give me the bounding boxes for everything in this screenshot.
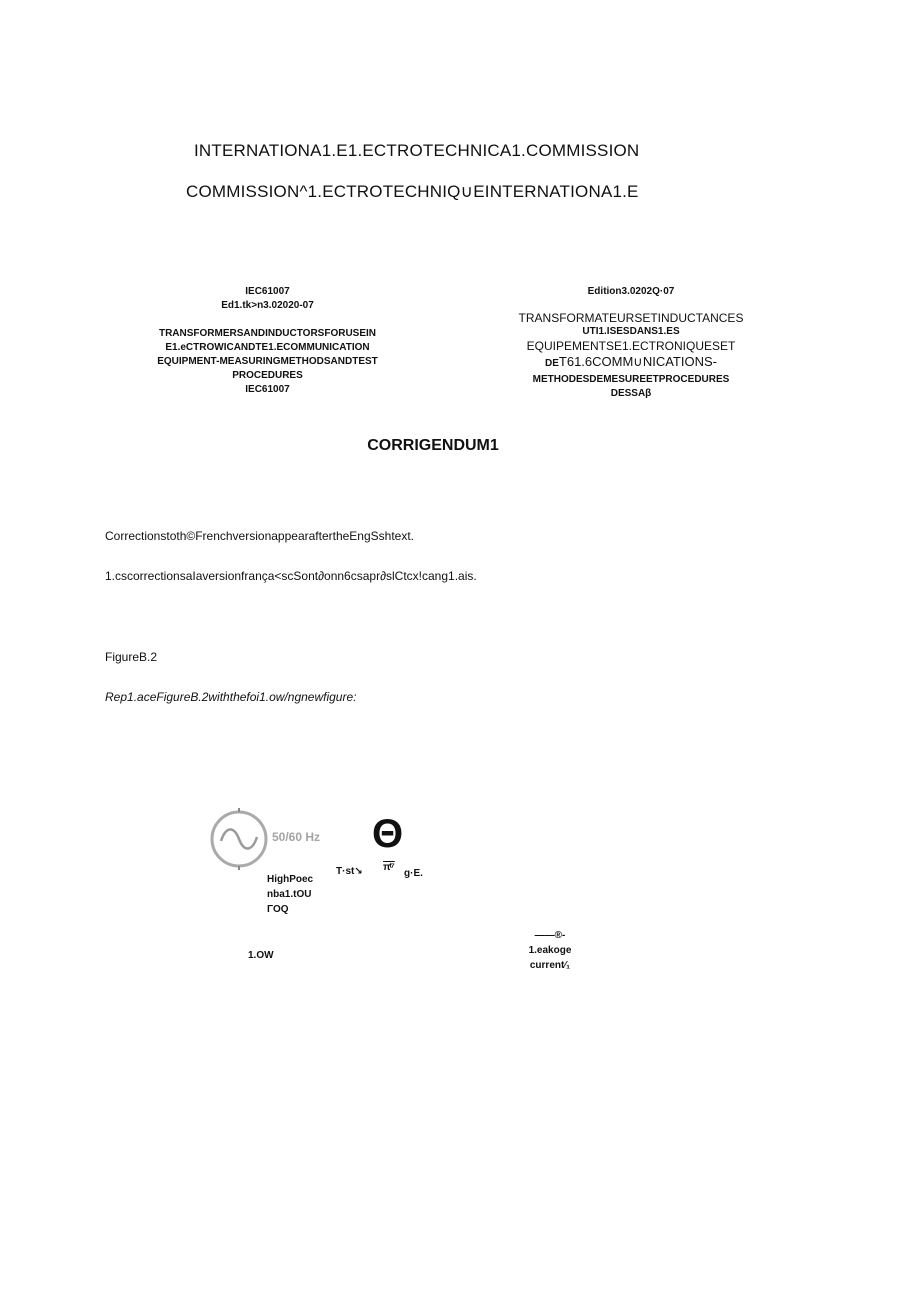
leakage-line: current⁄₁ (529, 960, 571, 971)
source-description-line: HighPoec (267, 874, 314, 885)
voltage-label (404, 866, 423, 881)
standard-number: IEC61007 (245, 286, 290, 297)
title-line-fr: EQUIPEMENTSE1.ECTRONIQUESET (526, 339, 736, 353)
voltage-glyph: πͭ⁷ (383, 862, 395, 873)
english-title-block (120, 285, 415, 397)
ac-source-icon (208, 808, 270, 870)
title-line-fr: DESSAβ (610, 388, 652, 399)
edition-line: Ed1.tk>n3.02020-07 (221, 300, 314, 311)
french-note: 1.cscorrectionsaIaversionfrança<scSont∂onn6csapr∂slCtcx!cang1.ais. (105, 569, 477, 583)
title-line-fr-rest: T61.6COMM∪NICATIONS- (558, 354, 717, 369)
figure-reference: FigureB.2 (105, 650, 158, 664)
low-terminal-label: 1.OW (248, 950, 274, 961)
source-description-line: nba1.tOU (267, 889, 312, 900)
leakage-meter-mark: ——®- (534, 930, 566, 941)
title-line-fr: METHODESDEMESUREETPROCEDURES (532, 374, 730, 385)
english-note: Correctionstoth©FrenchversionappearaftertheEngSshtext. (105, 529, 415, 543)
title-line: TRANSFORMERSANDINDUCTORSFORUSEIN (158, 328, 377, 339)
source-frequency-label: 50/60 Hz (272, 830, 321, 844)
org-name-french: COMMISSION^1.ECTROTECHNIQ∪EINTERNATIONA1.E (186, 182, 639, 201)
meter-symbol-icon: Θ (372, 812, 404, 856)
source-description (267, 872, 313, 917)
title-line-fr: TRANSFORMATEURSETINDUCTANCES (518, 311, 744, 325)
french-title-block (510, 285, 752, 401)
test-label: T·st↘ (336, 866, 363, 877)
leakage-line: 1.eakoge (528, 945, 572, 956)
title-line: E1.eCTROWICANDTE1.ECOMMUNICATION (165, 342, 370, 353)
standard-number-repeat: IEC61007 (245, 384, 290, 395)
voltage-label-text: g·E. (404, 868, 423, 879)
title-line: EQUIPMENT-MEASURINGMETHODSANDTEST (157, 356, 378, 367)
replace-instruction: Rep1.aceFigureB.2withthefoi1.ow/ngnewfigure: (105, 690, 357, 704)
title-line-fr: UTI1.ISESDANS1.ES (582, 326, 680, 337)
title-line: PROCEDURES (232, 370, 303, 381)
source-description-line: ΓOQ (267, 904, 289, 915)
edition-line-fr: Edition3.0202Q·07 (587, 286, 675, 297)
leakage-current-label (522, 928, 578, 973)
corrigendum-heading: CORRIGENDUM1 (367, 437, 499, 454)
title-line-fr (510, 355, 752, 371)
title-line-fr-prefix: DE (545, 358, 559, 369)
org-name-english: INTERNATIONA1.E1.ECTROTECHNICA1.COMMISSION (194, 141, 640, 160)
